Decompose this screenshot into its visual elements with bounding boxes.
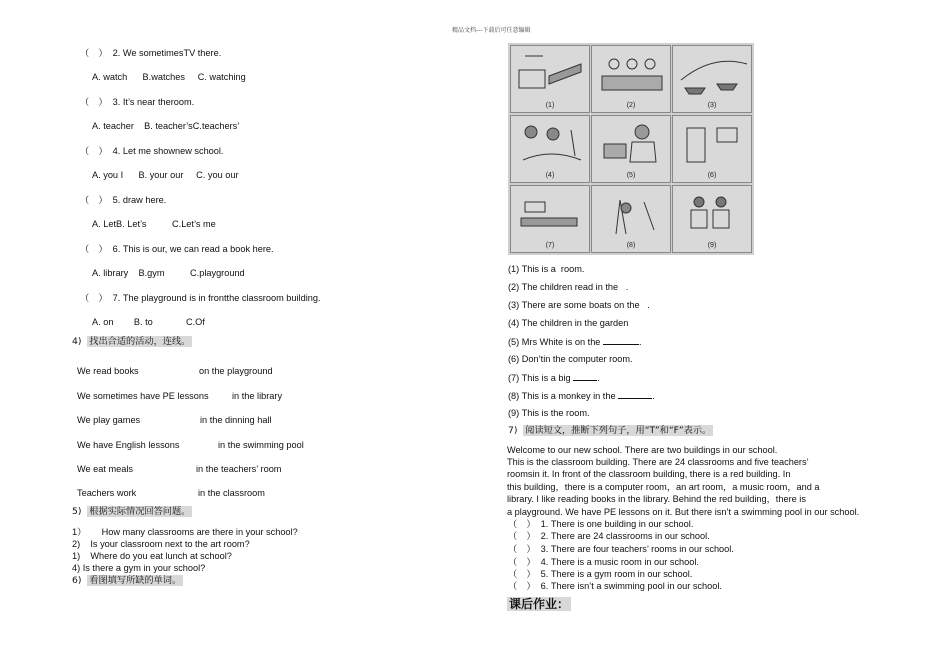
section-4-heading	[72, 336, 192, 348]
match-right: in the teachers’ room	[196, 464, 282, 474]
mc-question: （ ） 3. It’s near theroom.	[80, 97, 195, 107]
mc-question: （ ） 7. The playground is in frontthe classroom building.	[80, 293, 321, 303]
mc-question: （ ） 6. This is our, we can read a book here.	[80, 244, 274, 254]
mc-options: A. you I B. your our C. you our	[92, 170, 239, 180]
match-left: Teachers work	[77, 488, 137, 498]
door-drawing	[677, 120, 749, 168]
picture-label: (1)	[545, 102, 555, 109]
passage-line: a playground. We have PE lessons on it. But there isn’t a swimming pool in our school.	[507, 507, 860, 517]
garden-children-drawing	[515, 120, 587, 168]
picture-label: (9)	[707, 242, 717, 249]
section-number: 7)	[508, 425, 524, 436]
page-header: 精品文档---下载后可任意编辑	[452, 27, 531, 34]
homework-heading	[507, 598, 571, 610]
picture-grid	[508, 43, 754, 255]
picture-teacher	[591, 115, 671, 183]
passage-line: Welcome to our new school. There are two buildings in our school.	[507, 445, 778, 455]
picture-lake	[672, 45, 752, 113]
tf-statement: （ ） 3. There are four teachers’ rooms in our school.	[508, 544, 734, 554]
fill-sentence: (6) Don’tin the computer room.	[508, 354, 633, 364]
section-number: 4)	[72, 336, 88, 347]
qa-question: 1) Where do you eat lunch at school?	[72, 551, 232, 561]
fill-sentence	[508, 335, 642, 348]
passage-line: This is the classroom building. There are 24 classrooms and five teachers’	[507, 457, 809, 467]
answer-blank[interactable]	[573, 371, 597, 381]
picture-label: (7)	[545, 242, 555, 249]
fill-sentence: (1) This is a room.	[508, 264, 585, 274]
picture-label: (2)	[626, 102, 636, 109]
qa-question: 1） How many classrooms are there in your school?	[72, 527, 298, 537]
passage-line: library. I like reading books in the library. Behind the red building，there is	[507, 494, 806, 504]
match-left: We have English lessons	[77, 440, 180, 450]
qa-question: 2) Is your classroom next to the art room?	[72, 539, 250, 549]
picture-building	[510, 185, 590, 253]
picture-label: (8)	[626, 242, 636, 249]
picture-garden	[510, 115, 590, 183]
sentence-end: .	[652, 391, 655, 401]
section-7-heading	[508, 425, 713, 437]
fill-sentence	[508, 389, 655, 402]
match-left: We read books	[77, 366, 139, 376]
piano-drawing	[515, 50, 587, 98]
match-left: We sometimes have PE lessons	[77, 391, 209, 401]
tf-statement: （ ） 6. There isn’t a swimming pool in our school.	[508, 581, 722, 591]
mc-options: A. teacher B. teacher’sC.teachers’	[92, 121, 240, 131]
section-number: 5)	[72, 506, 88, 517]
picture-zoo	[591, 185, 671, 253]
fill-sentence: (9) This is the room.	[508, 408, 590, 418]
tf-statement: （ ） 2. There are 24 classrooms in our school.	[508, 531, 710, 541]
fill-sentence	[508, 371, 600, 384]
sentence-text: (7) This is a big	[508, 373, 571, 383]
mc-question: （ ） 2. We sometimesTV there.	[80, 48, 222, 58]
section-title: 看图填写所缺的单词。	[89, 575, 182, 586]
answer-blank[interactable]	[603, 335, 639, 345]
passage-line: roomsin it. In front of the classroom building, there is a red building. In	[507, 469, 791, 479]
match-right: in the dinning hall	[200, 415, 272, 425]
reading-children-drawing	[596, 50, 668, 98]
mc-options: A. watch B.watches C. watching	[92, 72, 246, 82]
picture-room-door	[672, 115, 752, 183]
fill-sentence: (4) The children in the garden	[508, 318, 629, 328]
match-left: We play games	[77, 415, 141, 425]
boats-drawing	[677, 50, 749, 98]
picture-library	[591, 45, 671, 113]
section-title: 根据实际情况回答问题。	[89, 506, 191, 517]
monkey-tree-drawing	[596, 190, 668, 238]
sentence-text: (5) Mrs White is on the	[508, 337, 601, 347]
section-number: 6)	[72, 575, 88, 586]
match-right: in the classroom	[198, 488, 265, 498]
mc-options: A. on B. to C.Of	[92, 317, 205, 327]
fill-sentence: (3) There are some boats on the .	[508, 300, 650, 310]
figures-drawing	[677, 190, 749, 238]
tf-statement: （ ） 4. There is a music room in our school.	[508, 557, 699, 567]
sentence-text: (8) This is a monkey in the	[508, 391, 616, 401]
teacher-computer-drawing	[596, 120, 668, 168]
tf-statement: （ ） 5. There is a gym room in our school.	[508, 569, 693, 579]
section-title: 找出合适的活动，连线。	[89, 336, 191, 347]
mc-options: A. LetB. Let’s C.Let’s me	[92, 219, 216, 229]
desk-drawing	[515, 190, 587, 238]
picture-label: (3)	[707, 102, 717, 109]
match-right: in the swimming pool	[218, 440, 304, 450]
mc-question: （ ） 4. Let me shownew school.	[80, 146, 224, 156]
tf-statement: （ ） 1. There is one building in our school.	[508, 519, 694, 529]
qa-question: 4) Is there a gym in your school?	[72, 563, 206, 573]
match-right: on the playground	[199, 366, 273, 376]
match-left: We eat meals	[77, 464, 133, 474]
section-6-heading	[72, 575, 183, 587]
picture-label: (4)	[545, 172, 555, 179]
picture-music-room	[510, 45, 590, 113]
section-5-heading	[72, 506, 192, 518]
fill-sentence: (2) The children read in the .	[508, 282, 629, 292]
mc-options: A. library B.gym C.playground	[92, 268, 245, 278]
match-right: in the library	[232, 391, 283, 401]
sentence-end: .	[597, 373, 600, 383]
passage-line: this building，there is a computer room，an art room，a music room，and a	[507, 482, 820, 492]
sentence-end: .	[638, 337, 642, 347]
homework-title: 课后作业：	[509, 597, 570, 611]
section-title: 阅读短文，推断下列句子，用“T”和“F”表示。	[525, 425, 712, 436]
picture-label: (6)	[707, 172, 717, 179]
picture-label: (5)	[626, 172, 636, 179]
answer-blank[interactable]	[618, 389, 652, 399]
mc-question: （ ） 5. draw here.	[80, 195, 167, 205]
picture-toilet	[672, 185, 752, 253]
